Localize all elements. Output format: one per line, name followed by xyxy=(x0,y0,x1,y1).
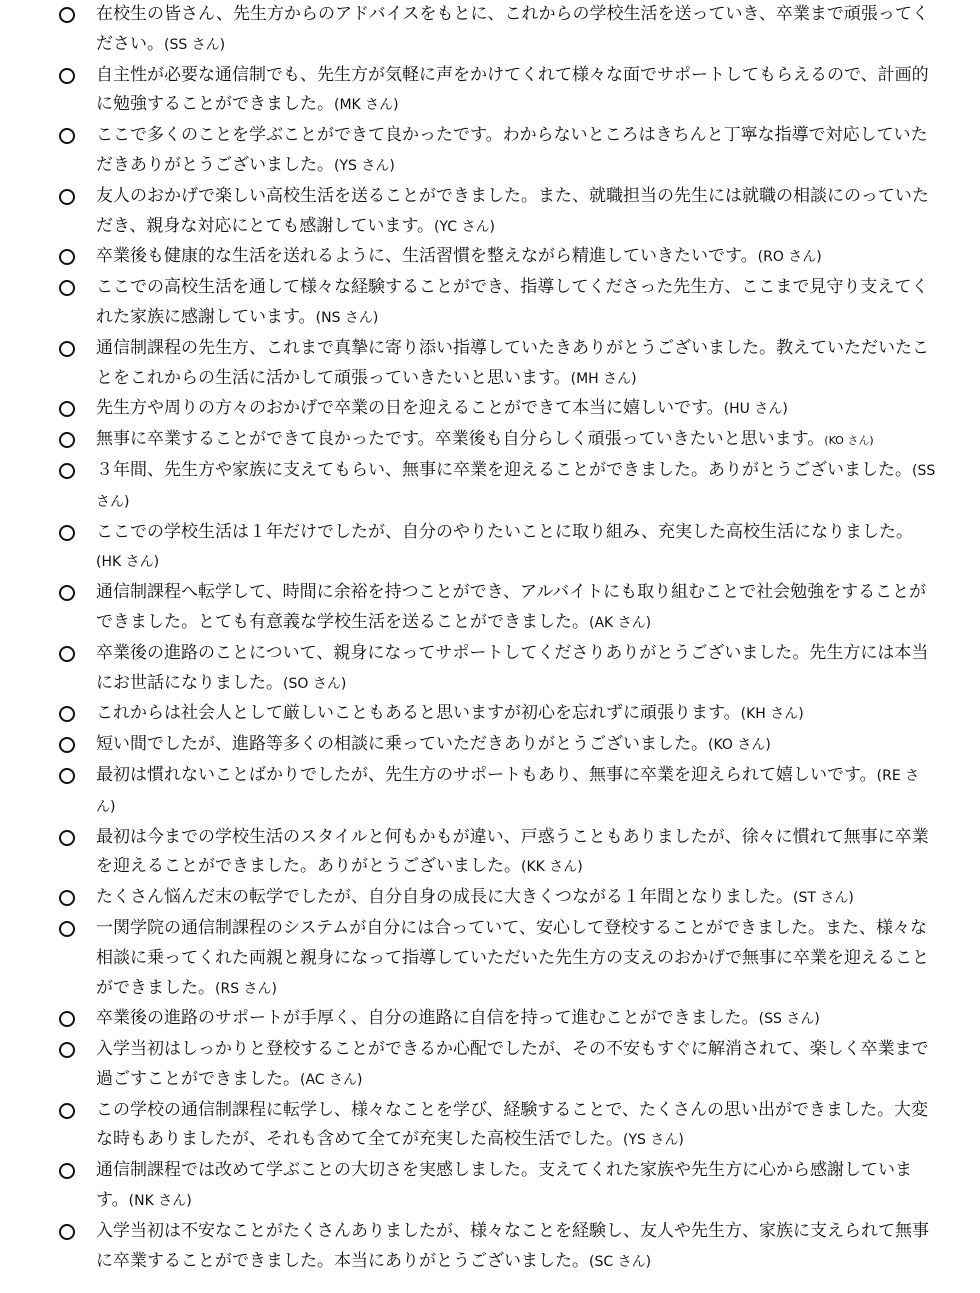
circle-bullet-icon xyxy=(59,341,75,357)
author-initials: (HK さん) xyxy=(96,554,160,571)
comment-text: 一関学院の通信制課程のシステムが自分には合っていて、安心して登校することができました。また、様々な相談に乗ってくれた両親と親身になって指導していただいた先生方の支えのおかげで無事に卒業を迎えることができました。 xyxy=(96,917,929,998)
list-item xyxy=(56,1096,936,1157)
circle-bullet-icon xyxy=(59,463,75,479)
author-initials: (YS さん) xyxy=(334,157,395,174)
circle-bullet-icon xyxy=(59,1042,75,1058)
circle-bullet-icon xyxy=(59,189,75,205)
author-initials: (YC さん) xyxy=(433,218,495,235)
circle-bullet-icon xyxy=(59,1224,75,1240)
list-item xyxy=(56,1156,936,1217)
circle-bullet-icon xyxy=(59,706,75,722)
author-initials: (NK さん) xyxy=(128,1193,192,1210)
circle-bullet-icon xyxy=(59,768,75,784)
list-item xyxy=(56,61,936,122)
circle-bullet-icon xyxy=(59,280,75,296)
comment-text: ここでの学校生活は１年だけでしたが、自分のやりたいことに取り組み、充実した高校生活になりました。 xyxy=(96,521,914,542)
circle-bullet-icon xyxy=(59,68,75,84)
author-initials: (SS さん) xyxy=(758,1011,820,1028)
comment-text: 自主性が必要な通信制でも、先生方が気軽に声をかけてくれて様々な面でサポートしてもらえるので、計画的に勉強することができました。 xyxy=(96,64,929,115)
list-item xyxy=(56,639,936,700)
comment-text: 無事に卒業することができて良かったです。卒業後も自分らしく頑張っていきたいと思います。 xyxy=(96,429,825,450)
circle-bullet-icon xyxy=(59,890,75,906)
author-initials: (KO さん) xyxy=(824,434,874,448)
comment-text: ３年間、先生方や家族に支えてもらい、無事に卒業を迎えることができました。ありがとうございました。 xyxy=(96,459,912,480)
author-initials: (KO さん) xyxy=(708,737,771,754)
comment-text: 入学当初はしっかりと登校することができるか心配でしたが、その不安もすぐに解消されて、楽しく卒業まで過ごすことができました。 xyxy=(96,1039,929,1089)
author-initials: (MK さん) xyxy=(334,97,399,114)
author-initials: (KK さん) xyxy=(521,859,583,876)
comment-text: たくさん悩んだ末の転学でしたが、自分自身の成長に大きくつながる１年間となりました。 xyxy=(96,887,793,908)
circle-bullet-icon xyxy=(59,585,75,601)
comment-text: 通信制課程の先生方、これまで真摯に寄り添い指導していたきありがとうございました。教えていただいたことをこれからの生活に活かして頑張っていきたいと思います。 xyxy=(96,337,929,388)
circle-bullet-icon xyxy=(59,921,75,937)
circle-bullet-icon xyxy=(59,128,75,144)
circle-bullet-icon xyxy=(59,401,75,417)
list-item xyxy=(56,518,936,579)
comment-text: 最初は慣れないことばかりでしたが、先生方のサポートもあり、無事に卒業を迎えられて嬉しいです。 xyxy=(96,764,877,785)
graduate-comments-list xyxy=(56,0,936,1277)
comment-text: 友人のおかげで楽しい高校生活を送ることができました。また、就職担当の先生には就職の相談にのっていただき、親身な対応にとても感謝しています。 xyxy=(96,185,929,236)
author-initials: (RS さん) xyxy=(215,980,277,997)
author-initials: (KH さん) xyxy=(740,706,804,723)
comment-text: 在校生の皆さん、先生方からのアドバイスをもとに、これからの学校生活を送っていき、卒業まで頑張ってください。 xyxy=(96,4,929,54)
circle-bullet-icon xyxy=(59,1103,75,1119)
list-item xyxy=(56,883,936,914)
circle-bullet-icon xyxy=(59,646,75,662)
circle-bullet-icon xyxy=(59,1011,75,1027)
circle-bullet-icon xyxy=(59,1163,75,1179)
circle-bullet-icon xyxy=(59,7,75,23)
author-initials: (SS さん) xyxy=(164,36,226,53)
author-initials: (NS さん) xyxy=(315,309,379,326)
list-item xyxy=(56,182,936,243)
list-item xyxy=(56,914,936,1004)
author-initials: (MH さん) xyxy=(570,370,637,387)
comment-text: 卒業後の進路のことについて、親身になってサポートしてくださりありがとうございました。先生方には本当にお世話になりました。 xyxy=(96,642,929,693)
comment-text: 通信制課程へ転学して、時間に余裕を持つことができ、アルバイトにも取り組むことで社会勉強をすることができました。とても有意義な学校生活を送ることができました。 xyxy=(96,582,927,632)
list-item xyxy=(56,273,936,334)
author-initials: (HU さん) xyxy=(723,401,788,418)
list-item xyxy=(56,823,936,884)
circle-bullet-icon xyxy=(59,737,75,753)
circle-bullet-icon xyxy=(59,525,75,541)
circle-bullet-icon xyxy=(59,830,75,846)
list-item xyxy=(56,1004,936,1035)
list-item xyxy=(56,1035,936,1096)
comment-text: 卒業後も健康的な生活を送れるように、生活習慣を整えながら精進していきたいです。 xyxy=(96,246,758,267)
author-initials: (RE さん) xyxy=(96,767,920,815)
comments-document xyxy=(56,0,936,1277)
author-initials: (AK さん) xyxy=(589,614,652,631)
list-item xyxy=(56,456,936,518)
list-item xyxy=(56,425,936,456)
comment-text: 短い間でしたが、進路等多くの相談に乗っていただきありがとうございました。 xyxy=(96,734,708,755)
list-item xyxy=(56,0,936,61)
list-item xyxy=(56,334,936,395)
comment-text: この学校の通信制課程に転学し、様々なことを学び、経験することで、たくさんの思い出ができました。大変な時もありましたが、それも含めて全てが充実した高校生活でした。 xyxy=(96,1099,928,1150)
list-item xyxy=(56,242,936,273)
author-initials: (SC さん) xyxy=(589,1253,652,1270)
circle-bullet-icon xyxy=(59,432,75,448)
list-item xyxy=(56,121,936,182)
list-item xyxy=(56,578,936,639)
circle-bullet-icon xyxy=(59,249,75,265)
author-initials: (ST さん) xyxy=(793,890,854,907)
comment-text: ここでの高校生活を通して様々な経験することができ、指導してくださった先生方、ここまで見守り支えてくれた家族に感謝しています。 xyxy=(96,277,929,327)
author-initials: (RO さん) xyxy=(757,249,822,266)
list-item xyxy=(56,394,936,425)
author-initials: (AC さん) xyxy=(300,1071,363,1088)
list-item xyxy=(56,730,936,761)
comment-text: 通信制課程では改めて学ぶことの大切さを実感しました。支えてくれた家族や先生方に心から感謝しています。 xyxy=(96,1160,912,1211)
list-item xyxy=(56,699,936,730)
comment-text: これからは社会人として厳しいこともあると思いますが初心を忘れずに頑張ります。 xyxy=(96,703,741,724)
comment-text: 先生方や周りの方々のおかげで卒業の日を迎えることができて本当に嬉しいです。 xyxy=(96,398,724,419)
author-initials: (YS さん) xyxy=(623,1132,684,1149)
comment-text: 最初は今までの学校生活のスタイルと何もかもが違い、戸惑うこともありましたが、徐々に慣れて無事に卒業を迎えることができました。ありがとうございました。 xyxy=(96,826,929,877)
list-item xyxy=(56,1217,936,1278)
author-initials: (SO さん) xyxy=(283,675,347,692)
comment-text: 入学当初は不安なことがたくさんありましたが、様々なことを経験し、友人や先生方、家族に支えられて無事に卒業することができました。本当にありがとうございました。 xyxy=(96,1220,929,1271)
list-item xyxy=(56,761,936,823)
comment-text: ここで多くのことを学ぶことができて良かったです。わからないところはきちんと丁寧な指導で対応していただきありがとうございました。 xyxy=(96,125,928,175)
author-initials: (SS さん) xyxy=(96,462,936,510)
comment-text: 卒業後の進路のサポートが手厚く、自分の進路に自信を持って進むことができました。 xyxy=(96,1008,759,1029)
